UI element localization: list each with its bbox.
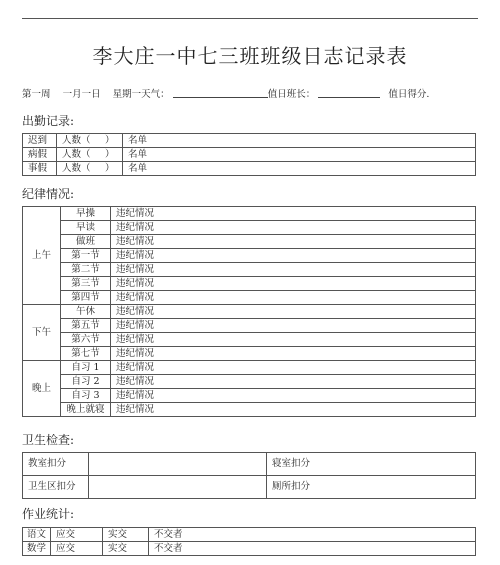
violation-cell[interactable]: 违纪情况 bbox=[111, 305, 476, 319]
attendance-row bbox=[23, 148, 476, 162]
toilet-field[interactable] bbox=[337, 476, 476, 499]
session-cell: 早操 bbox=[61, 207, 111, 221]
period-cell: 上午 bbox=[23, 207, 61, 305]
attendance-table bbox=[22, 133, 476, 176]
violation-cell[interactable]: 违纪情况 bbox=[111, 403, 476, 417]
session-cell: 第七节 bbox=[61, 347, 111, 361]
session-cell: 第三节 bbox=[61, 277, 111, 291]
session-cell: 第一节 bbox=[61, 249, 111, 263]
homework-heading: 作业统计: bbox=[22, 507, 75, 521]
discipline-row bbox=[23, 277, 476, 291]
violation-cell[interactable]: 违纪情况 bbox=[111, 375, 476, 389]
subject-cell: 数学 bbox=[23, 542, 51, 556]
attendance-count-cell[interactable] bbox=[57, 134, 123, 148]
actual-cell[interactable]: 实交 bbox=[103, 542, 149, 556]
discipline-row bbox=[23, 263, 476, 277]
subject-cell: 语文 bbox=[23, 528, 51, 542]
missing-cell[interactable]: 不交者 bbox=[149, 528, 476, 542]
dorm-field[interactable] bbox=[337, 453, 476, 476]
discipline-heading: 纪律情况: bbox=[22, 187, 75, 201]
count-label: 人数（ bbox=[62, 149, 91, 160]
submitted-cell[interactable]: 应交 bbox=[51, 528, 103, 542]
violation-cell[interactable]: 违纪情况 bbox=[111, 347, 476, 361]
discipline-row bbox=[23, 361, 476, 375]
violation-cell[interactable]: 违纪情况 bbox=[111, 333, 476, 347]
top-rule bbox=[22, 18, 478, 19]
count-label: 人数（ bbox=[62, 163, 91, 174]
homework-row bbox=[23, 542, 476, 556]
submitted-cell[interactable]: 应交 bbox=[51, 542, 103, 556]
discipline-row bbox=[23, 347, 476, 361]
count-paren-close: ） bbox=[105, 163, 115, 174]
violation-cell[interactable]: 违纪情况 bbox=[111, 207, 476, 221]
attendance-row bbox=[23, 162, 476, 176]
weekday-label: 星期一 bbox=[112, 89, 142, 100]
week-label: 第一周 bbox=[22, 89, 51, 100]
violation-cell[interactable]: 违纪情况 bbox=[111, 389, 476, 403]
discipline-table bbox=[22, 206, 476, 417]
discipline-row bbox=[23, 207, 476, 221]
count-paren-close: ） bbox=[105, 149, 115, 160]
weather-field[interactable] bbox=[173, 87, 268, 98]
homework-table bbox=[22, 527, 476, 556]
discipline-row bbox=[23, 403, 476, 417]
violation-cell[interactable]: 违纪情况 bbox=[111, 221, 476, 235]
dorm-label: 寝室扣分 bbox=[267, 453, 337, 476]
area-field[interactable] bbox=[89, 476, 267, 499]
count-label: 人数（ bbox=[62, 135, 91, 146]
session-cell: 第五节 bbox=[61, 319, 111, 333]
discipline-row bbox=[23, 291, 476, 305]
attendance-names-cell[interactable]: 名单 bbox=[123, 162, 476, 176]
session-cell: 做班 bbox=[61, 235, 111, 249]
violation-cell[interactable]: 违纪情况 bbox=[111, 263, 476, 277]
missing-cell[interactable]: 不交者 bbox=[149, 542, 476, 556]
period-cell: 晚上 bbox=[23, 361, 61, 417]
discipline-row bbox=[23, 389, 476, 403]
discipline-row bbox=[23, 249, 476, 263]
hygiene-table bbox=[22, 452, 476, 499]
hygiene-row bbox=[23, 453, 476, 476]
discipline-row bbox=[23, 221, 476, 235]
discipline-row bbox=[23, 319, 476, 333]
session-cell: 第六节 bbox=[61, 333, 111, 347]
session-cell: 午休 bbox=[61, 305, 111, 319]
session-cell: 第四节 bbox=[61, 291, 111, 305]
period-cell: 下午 bbox=[23, 305, 61, 361]
violation-cell[interactable]: 违纪情况 bbox=[111, 277, 476, 291]
violation-cell[interactable]: 违纪情况 bbox=[111, 249, 476, 263]
attendance-count-cell[interactable] bbox=[57, 162, 123, 176]
attendance-count-cell[interactable] bbox=[57, 148, 123, 162]
toilet-label: 厕所扣分 bbox=[267, 476, 337, 499]
classroom-field[interactable] bbox=[89, 453, 267, 476]
session-cell: 第二节 bbox=[61, 263, 111, 277]
violation-cell[interactable]: 违纪情况 bbox=[111, 319, 476, 333]
count-paren-close: ） bbox=[105, 135, 115, 146]
attendance-type: 迟到 bbox=[23, 134, 57, 148]
info-line bbox=[22, 86, 482, 100]
attendance-type: 事假 bbox=[23, 162, 57, 176]
discipline-row bbox=[23, 333, 476, 347]
page-title: 李大庄一中七三班班级日志记录表 bbox=[92, 44, 408, 68]
monitor-label: 值日班长： bbox=[267, 89, 316, 100]
hygiene-row bbox=[23, 476, 476, 499]
session-cell: 早读 bbox=[61, 221, 111, 235]
attendance-row bbox=[23, 134, 476, 148]
discipline-row bbox=[23, 305, 476, 319]
discipline-row bbox=[23, 375, 476, 389]
attendance-names-cell[interactable]: 名单 bbox=[123, 148, 476, 162]
violation-cell[interactable]: 违纪情况 bbox=[111, 361, 476, 375]
attendance-type: 病假 bbox=[23, 148, 57, 162]
date-label: 一月一日 bbox=[62, 89, 101, 100]
session-cell: 自习 1 bbox=[61, 361, 111, 375]
actual-cell[interactable]: 实交 bbox=[103, 528, 149, 542]
session-cell: 自习 2 bbox=[61, 375, 111, 389]
violation-cell[interactable]: 违纪情况 bbox=[111, 235, 476, 249]
attendance-heading: 出勤记录: bbox=[22, 114, 75, 128]
session-cell: 晚上就寝 bbox=[61, 403, 111, 417]
score-label: 值日得分. bbox=[388, 89, 430, 100]
weather-label: 天气： bbox=[141, 89, 170, 100]
area-label: 卫生区扣分 bbox=[23, 476, 89, 499]
violation-cell[interactable]: 违纪情况 bbox=[111, 291, 476, 305]
session-cell: 自习 3 bbox=[61, 389, 111, 403]
homework-row bbox=[23, 528, 476, 542]
discipline-row bbox=[23, 235, 476, 249]
hygiene-heading: 卫生检查: bbox=[22, 433, 75, 447]
attendance-names-cell[interactable]: 名单 bbox=[123, 134, 476, 148]
monitor-field[interactable] bbox=[318, 87, 380, 98]
classroom-label: 教室扣分 bbox=[23, 453, 89, 476]
